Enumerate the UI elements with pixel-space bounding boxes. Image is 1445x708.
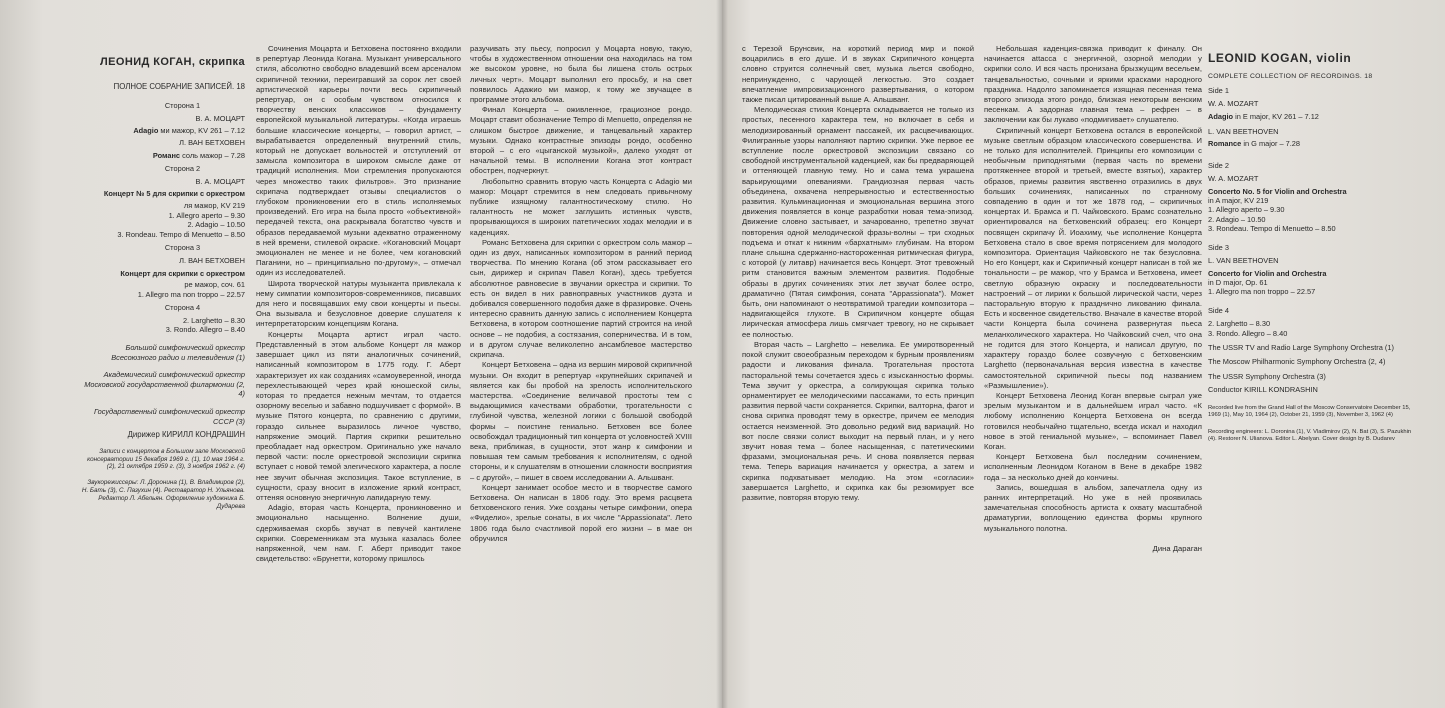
paragraph: Романс Бетховена для скрипки с оркестром соль мажор – один из двух, написанных композитором в ранний период творчества. По мнению Когана (об этом рассказывает его сын, дирижер и скрипач Павел Коган), здесь требуется абсолютное равновесие в звучании оркестра и скрипки. То есть он видел в них равноправных участников дуэта и добивался совершенного подобия даже в фразировке. Очень интересно сравнить данную запись с исполнением Концерта Бетховена, в котором соотношение партий строится на иной основе – не подобия, а состязания, соперничества. И в том, и в другом случае великолепно ансамблевое мастерство скрипача. (470, 237, 692, 360)
side-3-label: Side 3 (1208, 242, 1229, 252)
recording-note: Recorded live from the Grand Hall of the Moscow Conservatoire December 15, 1969 (1), May 10, 1964 (2), October 21, 1959 (3), November 3, 1962 (4) (1208, 404, 1411, 418)
work-name: Концерт № 5 для скрипки с оркестром (103, 189, 245, 199)
center-fold (716, 0, 728, 708)
conductor: Дирижер КИРИЛЛ КОНДРАШИН (127, 430, 245, 440)
paragraph: Adagio, вторая часть Концерта, проникновенно и эмоционально насыщенно. Волнение души, сдерживаемая скорбь звучат в певучей кантилене скрипки. Современникам эта музыка казалась более напряженной, чем нам. Г. Аберт приводит такое свидетельство: «Брунетти, которому пришлось (256, 503, 461, 564)
movement: 2. Adagio – 10.50 (187, 220, 245, 230)
work-key: ре мажор, соч. 61 (184, 280, 245, 290)
work-name: Concerto No. 5 for Violin and Orchestra (1208, 186, 1347, 196)
recording-note: Записи с концертов в Большом зале Московской консерватории 15 декабря 1969 г. (1), 10 мая 1964 г. (2), 21 октября 1959 г. (3), 3 ноября 1962 г. (4) (87, 447, 245, 471)
conductor: Conductor KIRILL KONDRASHIN (1208, 385, 1318, 395)
work-key: in D major, Op. 61 (1208, 277, 1268, 287)
author-signature: Дина Дараган (1152, 543, 1202, 553)
paragraph: Финал Концерта – оживленное, грациозное рондо. Моцарт ставит обозначение Tempo di Menuetto, определяя не слишком быстрое движение, и танцевальный характер музыки. Однако контрастные эпизоды рондо, особенно второй – с его «цыганской музыкой», далеко уходят от начальной темы. В исполнении Когана этот контраст обострен, подчеркнут. (470, 105, 692, 176)
paragraph: Запись, вошедшая в альбом, запечатлела одну из ранних интерпретаций. Но уже в ней проявилась замечательная способность артиста к охвату масштабной драматургии, воплощению единства формы крупного музыкального полотна. (984, 482, 1202, 533)
composer: L. VAN BEETHOVEN (1208, 127, 1279, 137)
work-key: in G major – 7.28 (1241, 139, 1301, 149)
side-2-label: Сторона 2 (164, 164, 201, 174)
orchestra: Академический симфонический оркестр Московской государственной филармонии (2, 4) (84, 370, 245, 399)
work-key: in A major, KV 219 (1208, 196, 1269, 206)
spacer (1208, 297, 1418, 303)
paragraph: Концерт Бетховена – одна из вершин мировой скрипичной музыки. Он входит в репертуар «крупнейших скрипачей и является как бы пробой на зрелость исполнительского мастерства. «Соединение величавой простоты тем с выдающимися качествами обработки, трогательности с глубиной чувства, железной логики с большой свободой формы – поистине гениально. Бетховен все более освобождал традиционный тип концерта от условностей XVIII века, приближая, в сущности, этот жанр к симфонии и повышая тем самым требования к исполнителям, с одной стороны, и к слушателям в отношении сложности восприятия – с другой», – пишет в своем исследовании А. Альшванг. (470, 360, 692, 482)
work-name: Концерт для скрипки с оркестром (120, 268, 245, 278)
movement: 1. Allegro ma non troppo – 22.57 (137, 289, 245, 299)
spacer (1208, 234, 1418, 240)
liner-notes-column-3 (742, 44, 974, 644)
work-title (1208, 112, 1418, 121)
album-title-en: LEONID KOGAN, violin (1208, 51, 1352, 65)
work-title (1208, 139, 1418, 148)
movement: 3. Rondeau. Tempo di Menuetto – 8.50 (117, 229, 245, 239)
paragraph: Мелодическая стихия Концерта складывается не только из простых, песенного характера тем, но включает в себя и мелодизированный орнамент пассажей, их расцвечивающих. Филигранные узоры наполняют партию скрипки. Уже первое ее вступление после оркестровой экспозиции связано со свободной инструментальной каденцией, как бы предваряющей и оттеняющей главную тему. Но и сама тема украшена варьирующими опеваниями. Грандиозная первая часть объединена, охвачена непрерывностью и естественностью развития. Кульминационная и эмоциональная вершина этого движения появляется в конце разработки новая тема-эпизод. Движение словно застывает, и зачарованно, трепетно звучат повторения одной мелодической фразы-волны – три сходных подъема и откат к нижним «бархатным» глубинам. На втором плане слышна сдержанно-настороженная ритмическая фигура, с которой (у литавр) начинается весь Концерт. Этот тревожный ритм становится важным элементом развития. Подобные образы в других сочинениях этих лет звучат более остро, драматично (Пятая симфония, соната "Appassionata"). Может быть, они напоминают о неотвратимой трагедии композитора – надвигающейся глухоте. В Скрипичном концерте общая лирическая атмосфера лишь смягчает тревогу, но не скрывает ее полностью. (742, 105, 974, 339)
orchestra: The Moscow Philharmonic Symphony Orchestra (2, 4) (1208, 357, 1386, 367)
side-4-label: Side 4 (1208, 305, 1229, 315)
paragraph: разучивать эту пьесу, попросил у Моцарта новую, такую, чтобы в художественном отношении она находилась на том же высоком уровне, но была бы лишена столь острых личных черт». Моцарт выполнил его просьбу, и на свет появилось Адажио ми мажор, к тому же звучащее в программе этого альбома. (470, 44, 692, 105)
liner-notes-column-1 (256, 44, 461, 666)
side-2-label: Side 2 (1208, 160, 1229, 170)
work-title (1208, 269, 1418, 278)
liner-notes-column-2 (470, 44, 692, 669)
credits: Звукорежиссеры: Л. Доронина (1), В. Владимиров (2), Н. Бать (3), С. Пазухин (4). Реставратор Н. Ульянова. Редактор Л. Абельян. Оформление художника Б. Дударева (81, 479, 245, 510)
work-name: Романс (152, 150, 181, 160)
paragraph: Концерт Бетховена был последним сочинением, исполненным Леонидом Коганом в Вене в декабре 1982 года – за несколько дней до кончины. (984, 452, 1202, 482)
side-1-label: Side 1 (1208, 85, 1229, 95)
album-subtitle-en: COMPLETE COLLECTION OF RECORDINGS. 18 (1208, 73, 1373, 81)
movement: 2. Adagio – 10.50 (1208, 214, 1266, 224)
work-key: соль мажор – 7.28 (180, 150, 245, 160)
paragraph: Небольшая каденция-связка приводит к финалу. Он начинается attacca с энергичной, озорной мелодии у скрипки соло. И вся часть пронизана брызжущим весельем, танцевальностью, сочными и яркими красками народного праздника. Надолго запоминается изящная песенная тема второго эпизода этого рондо, близкая некоторым венским песенкам. А задорная главная тема – рефрен – в заключении как бы лукаво «подмигивает» слушателю. (984, 44, 1202, 125)
composer: L. VAN BEETHOVEN (1208, 256, 1279, 266)
work-name: Adagio (133, 126, 159, 136)
orchestra: The USSR TV and Radio Large Symphony Orchestra (1) (1208, 342, 1394, 352)
track-listing-russian (80, 58, 245, 510)
paragraph: Широта творческой натуры музыканта привлекала к нему симпатии композиторов-современников, писавших для него и посвящавших ему свои концерты и пьесы. Она вызывала и безусловное доверие слушателя к интерпретаторским концепциям Когана. (256, 278, 461, 329)
side-4-label: Сторона 4 (164, 303, 201, 313)
composer: Л. ВАН БЕТХОВЕН (179, 137, 245, 147)
work-title (80, 189, 245, 199)
movement: 3. Rondo. Allegro – 8.40 (1208, 328, 1288, 338)
paragraph: Вторая часть – Larghetto – невелика. Ее умиротворенный покой служит своеобразным переходом к бурным проявлениям радости и ликования финала. Трогательная простота пасторальной темы сочетается здесь с изысканностью формы. Тема звучит у оркестра, а солирующая скрипка только орнаментирует ее мелодическими пассажами, то есть принцип развития первой части сохраняется. Скрипки, валторна, фагот и снова скрипка проводят тему в оркестре, причем ее мелодия остается неизменной. Это довольно редкий вид вариаций. Но вот после связки солист выходит на первый план, и у него звучит новая тема – более насыщенная, с патетическими фразами, эмоциональная речь. И снова появляется первая тема. Теперь вариация начинается у оркестра, а затем и скрипка подхватывает мелодию. На этом «согласии» завершается Larghetto, и скрипка как бы резюмирует все развитие, повторяя вторую тему. (742, 339, 974, 502)
credits: Recording engineers: L. Doronina (1), V. Vladimirov (2), N. Bat (3), S. Pazukhin (4). Restorer N. Ulianova. Editor L. Abelyan. Cover design by B. Dudarev (1208, 428, 1412, 443)
liner-notes-column-4 (984, 44, 1202, 650)
work-name: Adagio (1208, 111, 1234, 121)
paragraph: Любопытно сравнить вторую часть Концерта с Adagio ми мажор: Моцарт стремится в нем следовать привычному публике изящному галантностическому стилю. Но галантность не может заглушить истинных чувств, прорывающихся в широких патетических ходах мелодии и в каденциях. (470, 176, 692, 237)
work-key: ми мажор, KV 261 – 7.12 (158, 126, 245, 136)
movement: 3. Rondo. Allegro – 8.40 (165, 325, 245, 335)
work-title (80, 151, 245, 161)
orchestra: The USSR Symphony Orchestra (3) (1208, 371, 1326, 381)
paragraph: Скрипичный концерт Бетховена остался в европейской музыке светлым образцом классического совершенства. И не только для исполнителей. Принципы его композиции с необычным приподнятыми (первая часть по времени протяженнее второй и третьей, вместе взятых), характер образов, приемы развития явственно отразились в двух больших сочинениях, написанных по странному совпадению в один и тот же 1878 год, – скрипичных концертах И. Брамса и П. Чайковского. Брамс сознательно ориентировался на бетховенский образец: его Концерт посвящен скрипачу Й. Иоахиму, чье исполнение Концерта Бетховена стало в свое время потрясением для молодого композитора. Ориентация Чайковского не так безусловна. Но его Концерт, как и Скрипичный концерт написан в той же тональности – ре мажор, что у Брамса и Бетховена, имеет светлую образную окраску и последовательности настроений – от лирики к большой лирической части, через пасторальную вторую к празднично ликованию финала. Есть и косвенное свидетельство. Вначале в качестве второй части Концерта была сочинена развернутая пьеса меланхолического характера. Но Чайковский счел, что она не годится для этого Концерта, и написал другую, по характеру гораздо более созвучную с бетховенским Larghetto (первоначальная версия известна в качестве самостоятельной скрипичной пьесы под названием «Размышление»). (984, 125, 1202, 390)
paragraph: Концерт занимает особое место и в творчестве самого Бетховена. Он написан в 1806 году. Это время расцвета бетховенского гения. Уже созданы четыре симфонии, опера «Фиделио», зрелые сонаты, в их числе "Appassionata". Лето 1806 года было счастливой порой его жизни – в мае он обручился (470, 482, 692, 543)
album-title-ru: ЛЕОНИД КОГАН, скрипка (100, 56, 245, 68)
side-1-label: Сторона 1 (164, 101, 201, 111)
composer: W. A. MOZART (1208, 174, 1259, 184)
album-subtitle-ru: ПОЛНОЕ СОБРАНИЕ ЗАПИСЕЙ. 18 (113, 81, 245, 91)
paragraph: с Терезой Брунсвик, на короткий период мир и покой воцарились в его душе. И в звуках Скрипичного концерта словно струится солнечный свет, музыка льется свободно, непринужденно, с чарующей легкостью. Это создает впечатление импровизационного развертывания, о котором также писал цитированный выше А. Альшванг. (742, 44, 974, 105)
movement: 1. Allegro ma non troppo – 22.57 (1208, 287, 1316, 297)
orchestra: Большой симфонический оркестр Всесоюзного радио и телевидения (1) (111, 343, 245, 362)
work-title (80, 269, 245, 279)
work-key: in E major, KV 261 – 7.12 (1233, 111, 1319, 121)
work-key: ля мажор, KV 219 (183, 200, 245, 210)
left-page (0, 0, 722, 708)
paragraph: Концерт Бетховена Леонид Коган впервые сыграл уже зрелым музыкантом и в дальнейшем играл часто. «К любому исполнению Концерта Бетховена он всегда готовился необычайно тщательно, всегда искал и находил новое в этой гениальной музыке», – вспоминает Павел Коган. (984, 390, 1202, 451)
work-title (1208, 187, 1418, 196)
movement: 2. Larghetto – 8.30 (1208, 319, 1271, 329)
work-name: Concerto for Violin and Orchestra (1208, 268, 1327, 278)
paragraph: Сочинения Моцарта и Бетховена постоянно входили в репертуар Леонида Когана. Музыкант универсального стиля, абсолютно свободно владевший всем арсеналом скрипичной техники, переигравший за сорок лет своей артистической карьеры почти весь скрипичный репертуар, он с особым чувством относился к творчеству венских классиков – фундаменту европейской музыкальной литературы. «Когда играешь большие классические концерты, – говорил артист, – вырабатывается определенный внутренний стиль, который не допускает вольностей и отступлений от замысла композитора в широком смысле даже от традиций исполнения. Мои стремления пропускаются через множество таких фильтров». Это признание скрипача подтверждает отзывы специалистов о глубоком проникновении его в стиль исполняемых произведений. Его игра на была просто «объективной» передачей текста, она раскрывала богатство чувств и образов передаваемой музыки адекватно отраженному в ней времени, стилевой окраске. «Когановский Моцарт эмоционален не менее и не более, чем когановский Паганини, но – принципиально по-другому», – отмечал один из исследователей. (256, 44, 461, 278)
movement: 1. Allegro aperto – 9.30 (1208, 205, 1285, 215)
composer: В. А. МОЦАРТ (195, 176, 245, 186)
paragraph: Концерты Моцарта артист играл часто. Представленный в этом альбоме Концерт ля мажор завершает цикл из пяти аналогичных сочинений, написанный композитором в 1775 году. Г. Аберт характеризует их как созданиях «самоуверенной, иногда перехлестывающей через край юношеской силы, которая то предается нежным мечтам, то отдается озорному веселью и забавно подшучивает с формой». В музыке Пятого концерта, по сравнению с другими, гораздо сильнее выразилось личное чувство, напряжение эмоций. Партия скрипки решительно преобладает над оркестром. Оригинально уже начало первой части: после оркестровой экспозиции скрипка вступает с новой темой элегического характера, а после нее звучит обычная экспозиция. Такое вступление, в сущности, сразу вносит в изложение яркий контраст, оттеняя основную энергичную лапидарную тему. (256, 329, 461, 502)
composer: W. A. MOZART (1208, 99, 1259, 109)
composer: В. А. МОЦАРТ (195, 113, 245, 123)
track-listing-english (1208, 51, 1418, 443)
work-title (80, 126, 245, 136)
movement: 2. Larghetto – 8.30 (182, 315, 245, 325)
spacer (1208, 149, 1418, 158)
orchestra: Государственный симфонический оркестр СССР (3) (94, 407, 245, 426)
work-name: Romance (1208, 139, 1242, 149)
movement: 1. Allegro aperto – 9.30 (168, 210, 245, 220)
movement: 3. Rondeau. Tempo di Menuetto – 8.50 (1208, 224, 1336, 234)
side-3-label: Сторона 3 (164, 243, 201, 253)
composer: Л. ВАН БЕТХОВЕН (179, 255, 245, 265)
